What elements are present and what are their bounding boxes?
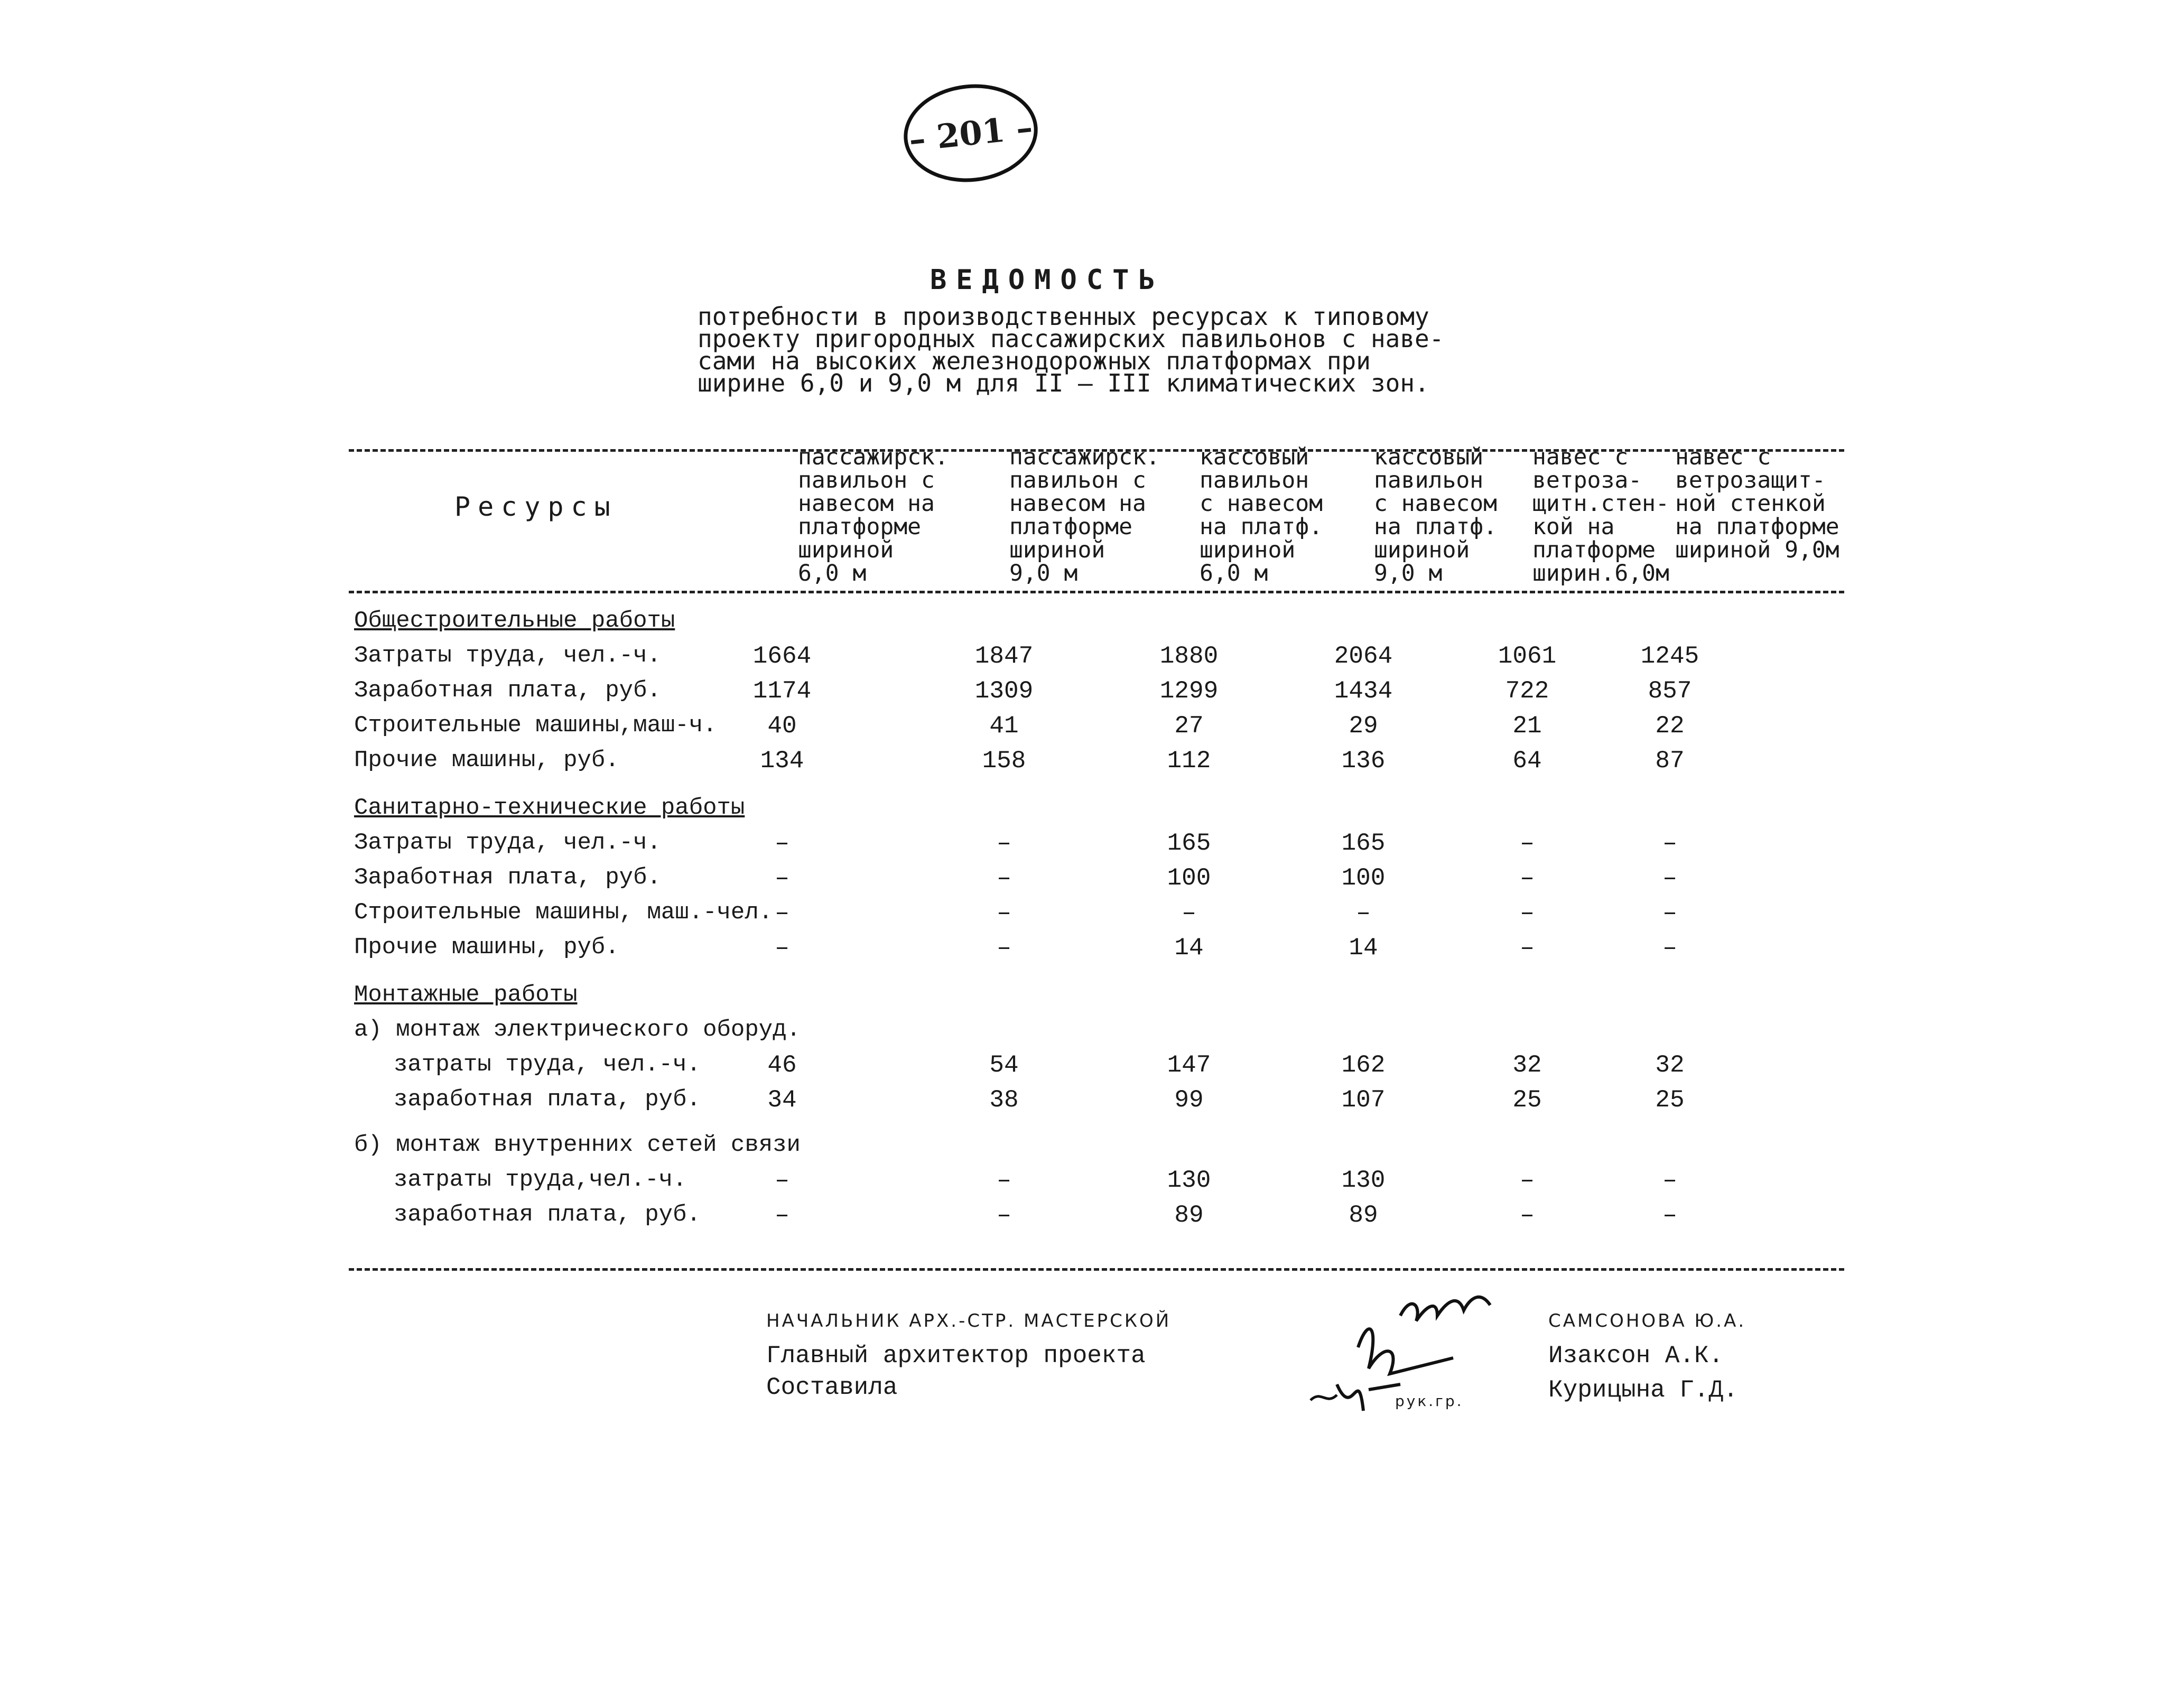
column-header-line: кассовый (1374, 444, 1484, 470)
group-note: рук.гр. (1395, 1392, 1464, 1410)
column-header (1374, 445, 1497, 585)
table-cell: 147 (1167, 1051, 1211, 1079)
head-name: САМСОНОВА Ю.А. (1548, 1310, 1746, 1332)
column-header (798, 445, 949, 585)
table-cell: 112 (1167, 747, 1211, 775)
table-cell: – (1520, 1202, 1535, 1229)
table-cell: 2064 (1334, 643, 1393, 670)
column-header-line: навес с (1532, 444, 1629, 470)
table-cell: 22 (1655, 712, 1685, 740)
subsection-title: б) монтаж внутренних сетей связи (354, 1132, 801, 1158)
column-header-line: платформе (1532, 537, 1656, 563)
table-cell: – (1182, 899, 1196, 927)
column-header-line: навесом на (1009, 490, 1146, 517)
column-header-line: навес с (1675, 444, 1771, 470)
column-header-line: ной стенкой (1675, 490, 1826, 517)
table-cell: 34 (767, 1086, 797, 1114)
table-cell: 14 (1349, 934, 1378, 962)
page-number-stamp: – 201 – (899, 78, 1043, 189)
table-cell: – (997, 1167, 1011, 1194)
column-header-line: ветроза- (1532, 467, 1642, 494)
row-label: Прочие машины, руб. (354, 747, 619, 774)
table-cell: 1847 (974, 643, 1034, 670)
column-header-line: на платф. (1374, 514, 1497, 540)
column-header-line: кассовый (1200, 444, 1309, 470)
column-header-line: 9,0 м (1009, 560, 1078, 587)
table-cell: 136 (1341, 747, 1386, 775)
table-cell: 165 (1341, 830, 1386, 857)
head-role: НАЧАЛЬНИК АРХ.-СТР. МАСТЕРСКОЙ (766, 1310, 1172, 1332)
column-header-line: с навесом (1200, 490, 1323, 517)
column-header-line: шириной 9,0м (1675, 537, 1839, 563)
row-label: Заработная плата, руб. (354, 677, 661, 704)
table-cell: 1880 (1159, 643, 1219, 670)
resources-header: Ресурсы (454, 491, 618, 522)
row-label: затраты труда,чел.-ч. (394, 1167, 687, 1193)
table-cell: 41 (989, 712, 1019, 740)
column-header-line: шириной (1200, 537, 1296, 563)
table-cell: 32 (1512, 1051, 1542, 1079)
table-cell: 32 (1655, 1051, 1685, 1079)
column-header-line: шириной (1374, 537, 1470, 563)
table-cell: 99 (1174, 1086, 1204, 1114)
table-cell: 25 (1655, 1086, 1685, 1114)
table-header-rule (349, 591, 1844, 593)
column-header (1009, 445, 1160, 585)
column-header-line: 6,0 м (798, 560, 867, 587)
table-cell: – (1662, 899, 1677, 927)
table-cell: – (997, 899, 1011, 927)
table-cell: 857 (1648, 677, 1692, 705)
column-header-line: ширин.6,0м (1532, 560, 1669, 587)
row-label: заработная плата, руб. (394, 1086, 701, 1113)
table-bottom-rule (349, 1268, 1844, 1271)
column-header-line: пассажирск. (1009, 444, 1160, 470)
table-cell: 89 (1174, 1202, 1204, 1229)
table-cell: 1061 (1498, 643, 1557, 670)
table-cell: – (775, 899, 789, 927)
table-cell: 100 (1167, 864, 1211, 892)
table-cell: – (775, 1167, 789, 1194)
table-cell: – (1520, 864, 1535, 892)
column-header (1532, 445, 1669, 585)
table-cell: 1299 (1159, 677, 1219, 705)
column-header (1200, 445, 1323, 585)
table-cell: 40 (767, 712, 797, 740)
column-header-line: платформе (1009, 514, 1132, 540)
column-header-line: на платф. (1200, 514, 1323, 540)
table-cell: – (1662, 830, 1677, 857)
table-cell: 107 (1341, 1086, 1386, 1114)
column-header-line: шириной (798, 537, 894, 563)
table-cell: – (1662, 1202, 1677, 1229)
column-header-line: павильон с (1009, 467, 1146, 494)
compiler-name: Курицына Г.Д. (1548, 1376, 1738, 1404)
subtitle-line: сами на высоких железнодорожных платформах при (698, 347, 1371, 375)
table-cell: – (775, 830, 789, 857)
table-cell: 100 (1341, 864, 1386, 892)
section-title: Монтажные работы (354, 982, 578, 1008)
table-cell: 165 (1167, 830, 1211, 857)
row-label: Строительные машины,маш-ч. (354, 712, 717, 739)
table-cell: – (1520, 934, 1535, 962)
column-header-line: кой на (1532, 514, 1615, 540)
row-label: Заработная плата, руб. (354, 864, 661, 891)
column-header-line: платформе (798, 514, 921, 540)
table-cell: 14 (1174, 934, 1204, 962)
document-title: ВЕДОМОСТЬ (930, 264, 1165, 296)
table-cell: – (1662, 934, 1677, 962)
row-label: Затраты труда, чел.-ч. (354, 830, 661, 856)
table-cell: – (1662, 1167, 1677, 1194)
table-cell: 21 (1512, 712, 1542, 740)
column-header-line: пассажирск. (798, 444, 949, 470)
table-cell: – (997, 934, 1011, 962)
table-cell: 89 (1349, 1202, 1378, 1229)
column-header (1675, 445, 1839, 562)
table-cell: – (775, 934, 789, 962)
row-label: Строительные машины, маш.-чел. (354, 899, 773, 926)
compiler-role: Составила (766, 1374, 898, 1401)
table-cell: 1174 (752, 677, 812, 705)
table-cell: 1664 (752, 643, 812, 670)
subsection-title: а) монтаж электрического оборуд. (354, 1017, 801, 1043)
table-cell: 87 (1655, 747, 1685, 775)
table-cell: – (1520, 1167, 1535, 1194)
table-cell: 134 (760, 747, 804, 775)
row-label: Прочие машины, руб. (354, 934, 619, 961)
column-header-line: щитн.стен- (1532, 490, 1669, 517)
table-cell: 29 (1349, 712, 1378, 740)
table-cell: 46 (767, 1051, 797, 1079)
table-cell: – (1356, 899, 1371, 927)
column-header-line: ветрозащит- (1675, 467, 1826, 494)
table-cell: 25 (1512, 1086, 1542, 1114)
table-cell: – (1520, 899, 1535, 927)
table-cell: – (1520, 830, 1535, 857)
signature-scrawl (1279, 1284, 1532, 1432)
subtitle-line: ширине 6,0 и 9,0 м для II – III климатических зон. (698, 369, 1429, 397)
column-header-line: шириной (1009, 537, 1105, 563)
column-header-line: 6,0 м (1200, 560, 1268, 587)
column-header-line: павильон (1200, 467, 1309, 494)
table-cell: – (775, 1202, 789, 1229)
table-cell: 130 (1341, 1167, 1386, 1194)
column-header-line: на платформе (1675, 514, 1839, 540)
table-cell: – (1662, 864, 1677, 892)
row-label: затраты труда, чел.-ч. (394, 1051, 701, 1078)
table-cell: – (997, 830, 1011, 857)
subtitle-line: проекту пригородных пассажирских павильонов с наве- (698, 324, 1444, 353)
table-cell: – (997, 864, 1011, 892)
table-cell: – (997, 1202, 1011, 1229)
table-cell: 27 (1174, 712, 1204, 740)
architect-name: Изаксон А.К. (1548, 1342, 1724, 1370)
table-cell: 162 (1341, 1051, 1386, 1079)
section-title: Общестроительные работы (354, 608, 675, 634)
column-header-line: павильон (1374, 467, 1484, 494)
column-header-line: навесом на (798, 490, 935, 517)
row-label: заработная плата, руб. (394, 1202, 701, 1228)
table-cell: 722 (1505, 677, 1549, 705)
table-cell: 38 (989, 1086, 1019, 1114)
table-cell: 54 (989, 1051, 1019, 1079)
table-cell: – (775, 864, 789, 892)
document-subtitle (698, 302, 1490, 397)
column-header-line: 9,0 м (1374, 560, 1443, 587)
column-header-line: павильон с (798, 467, 935, 494)
table-cell: 158 (982, 747, 1026, 775)
column-header-line: с навесом (1374, 490, 1497, 517)
table-cell: 1245 (1640, 643, 1699, 670)
row-label: Затраты труда, чел.-ч. (354, 643, 661, 669)
table-cell: 1309 (974, 677, 1034, 705)
section-title: Санитарно-технические работы (354, 795, 745, 821)
table-cell: 1434 (1334, 677, 1393, 705)
architect-role: Главный архитектор проекта (766, 1342, 1146, 1370)
table-cell: 130 (1167, 1167, 1211, 1194)
table-cell: 64 (1512, 747, 1542, 775)
subtitle-line: потребности в производственных ресурсах к типовому (698, 302, 1429, 331)
